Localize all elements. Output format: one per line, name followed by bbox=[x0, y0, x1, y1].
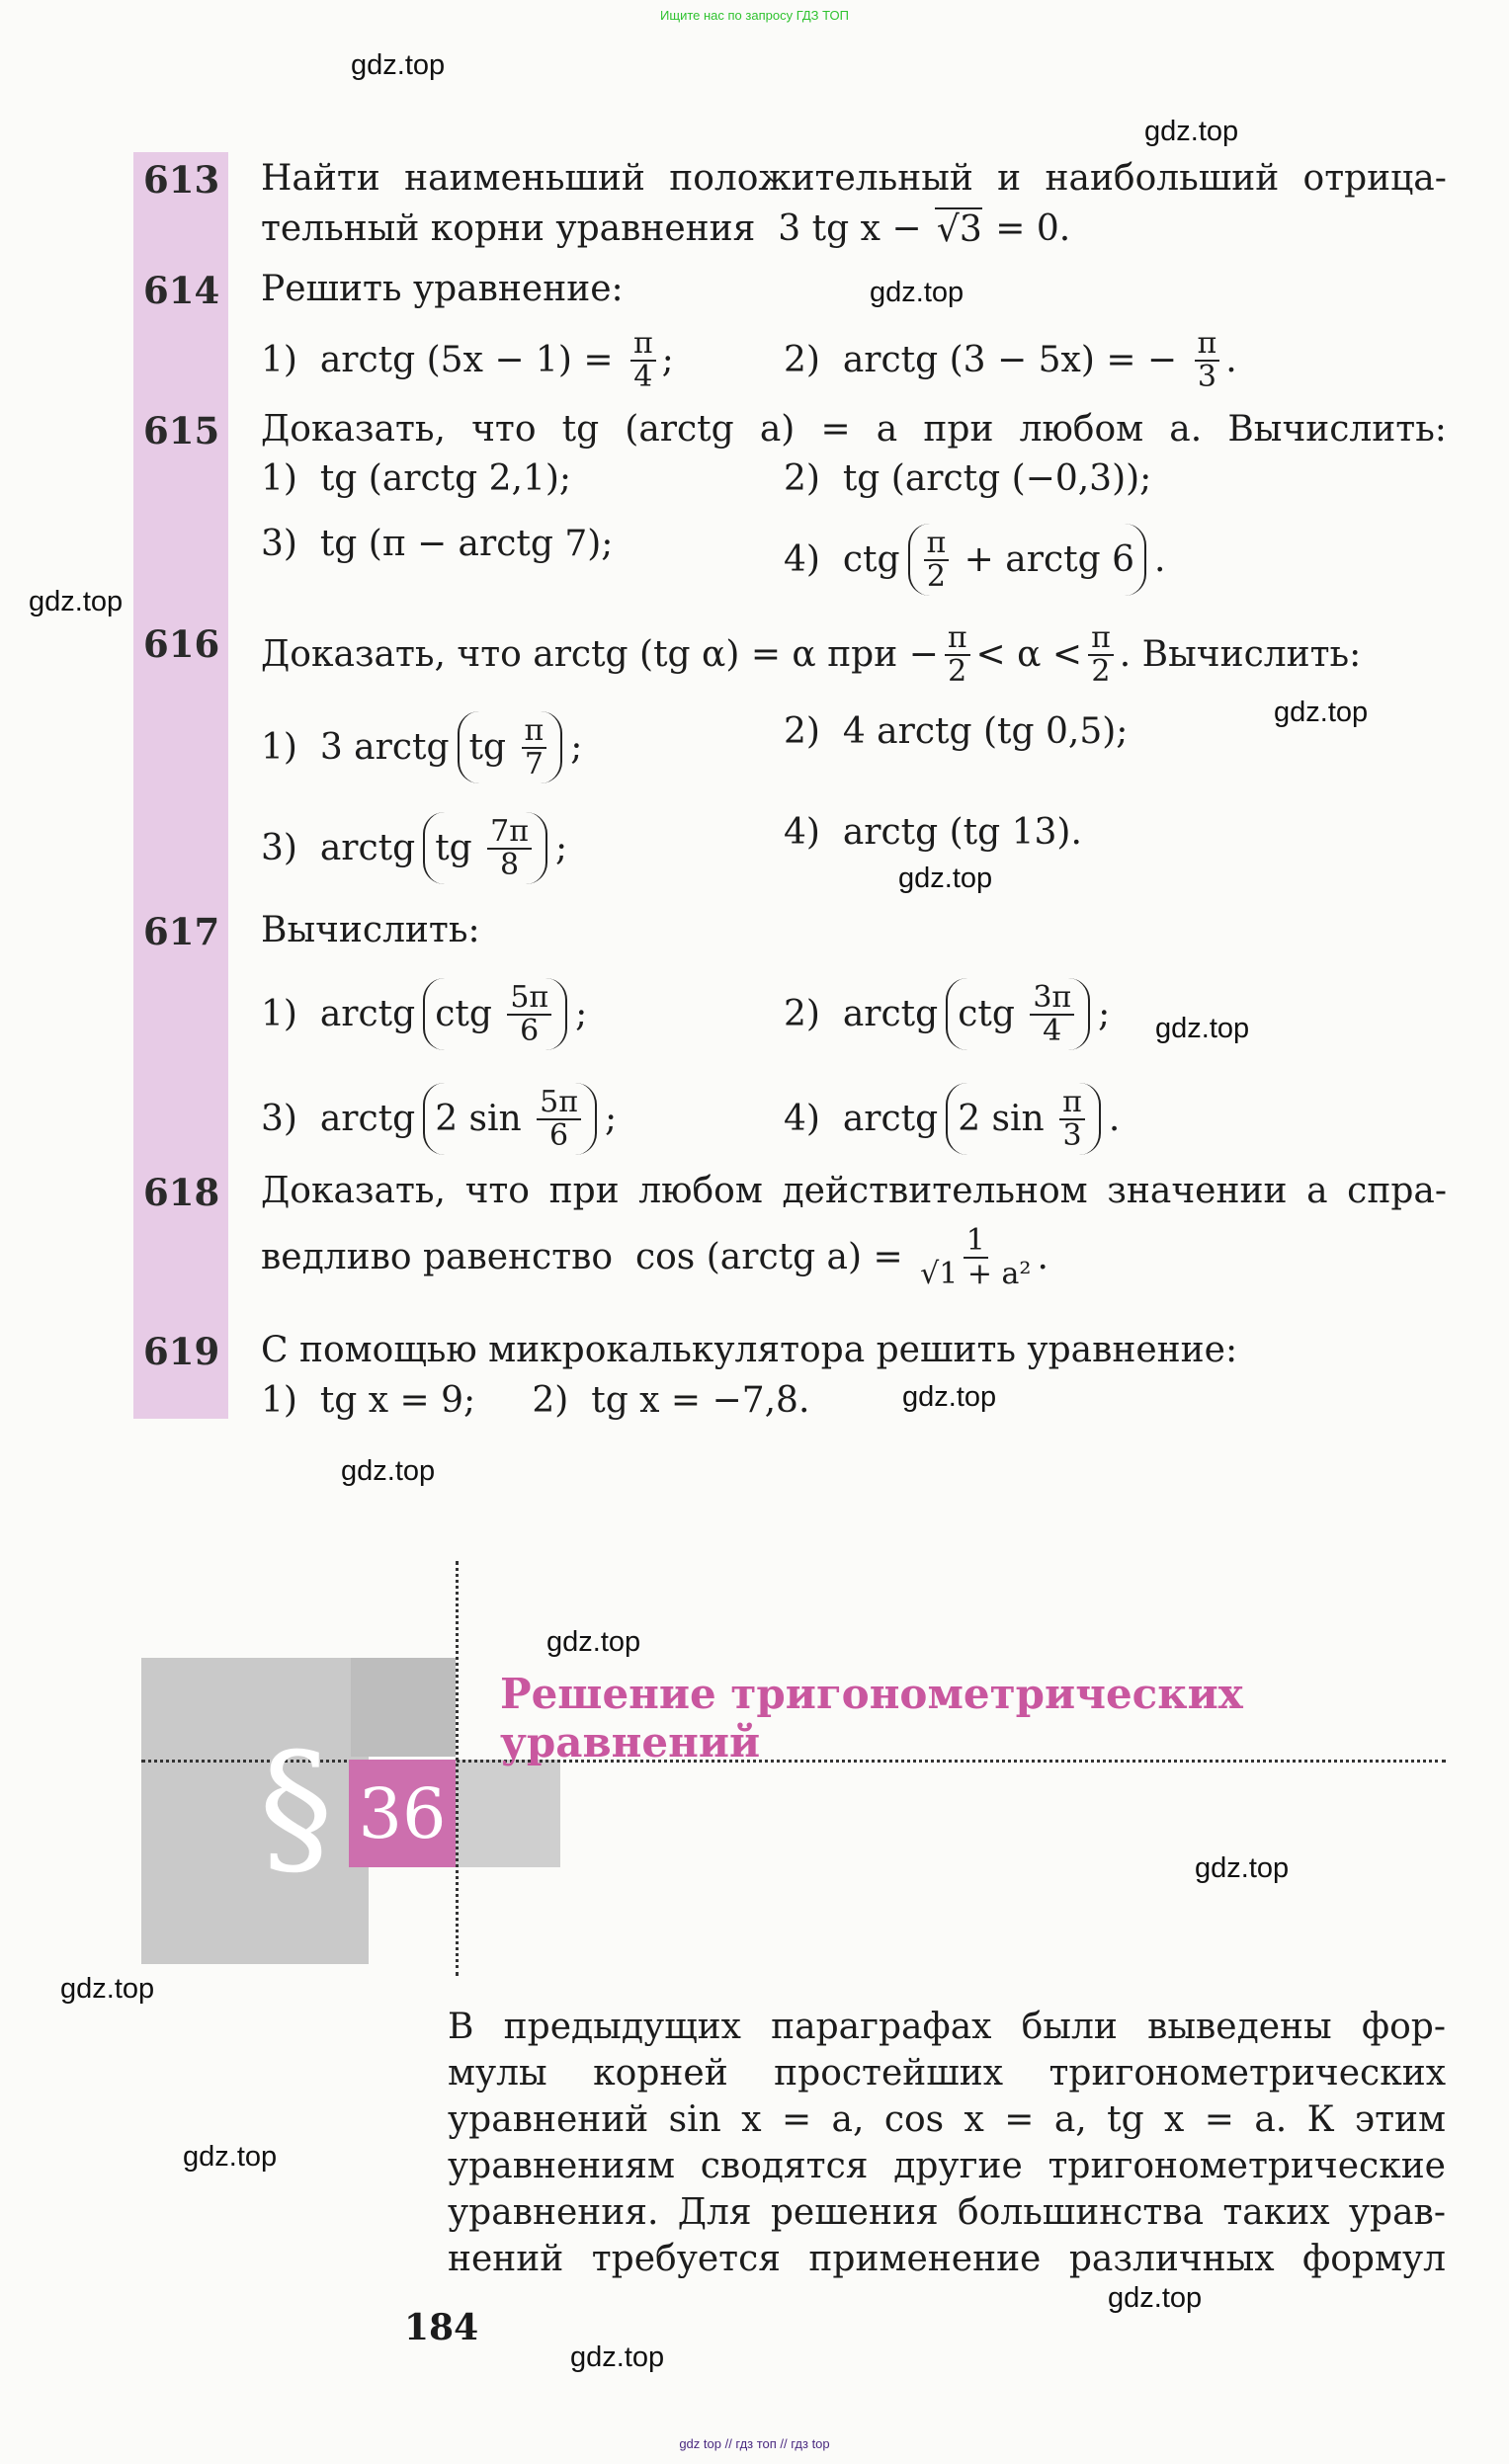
word: a bbox=[1306, 1171, 1328, 1211]
word: a bbox=[876, 409, 898, 450]
numerator: 5π bbox=[507, 982, 551, 1016]
numerator: π bbox=[1059, 1087, 1085, 1120]
fraction bbox=[537, 1087, 581, 1151]
denominator: 7 bbox=[524, 746, 544, 781]
exercise-number: 618 bbox=[143, 1171, 220, 1214]
word: = bbox=[820, 409, 851, 450]
denominator: 8 bbox=[500, 847, 520, 882]
watermark: gdz.top bbox=[546, 1626, 641, 1658]
text-run: 3) arctg bbox=[261, 828, 416, 868]
exercise-line bbox=[261, 1380, 809, 1421]
parenthesized-expression bbox=[908, 524, 1146, 596]
exercise-number: 614 bbox=[143, 269, 220, 312]
section-symbol: § bbox=[259, 1722, 333, 1894]
text-run: ; bbox=[575, 994, 588, 1034]
text-run: . bbox=[1153, 539, 1166, 580]
word: tg bbox=[561, 409, 600, 450]
numerator: π bbox=[522, 715, 547, 749]
text-run: Решить уравнение: bbox=[261, 269, 624, 309]
denominator: 2 bbox=[926, 558, 946, 594]
denominator: 4 bbox=[633, 359, 653, 394]
exercise-line bbox=[261, 328, 674, 392]
exercise-line bbox=[261, 1225, 1048, 1289]
text-run: < α < bbox=[975, 634, 1083, 675]
exercise-line-column2 bbox=[784, 458, 1151, 499]
watermark: gdz.top bbox=[902, 1381, 997, 1413]
exercise-line bbox=[261, 158, 1447, 199]
fraction bbox=[487, 816, 532, 880]
section-number: 36 bbox=[349, 1760, 456, 1867]
watermark: gdz.top bbox=[29, 586, 124, 617]
text-run: = 0. bbox=[983, 208, 1071, 249]
word: отрица- bbox=[1302, 158, 1447, 199]
word: Найти bbox=[261, 158, 380, 199]
section-decor-block bbox=[351, 1658, 456, 1757]
exercise-line bbox=[261, 812, 567, 884]
exercise-line bbox=[261, 1171, 1447, 1211]
text-run: ctg bbox=[435, 994, 504, 1034]
text-run: Доказать, что arctg (tg α) = α при − bbox=[261, 634, 939, 675]
para-line: В предыдущих параграфах были выведены фор- bbox=[448, 2007, 1446, 2047]
word: действительном bbox=[782, 1171, 1088, 1211]
numerator: π bbox=[1195, 328, 1220, 362]
fraction bbox=[1030, 982, 1074, 1046]
parenthesized-expression bbox=[946, 1083, 1101, 1155]
text-run: . Вычислить: bbox=[1119, 634, 1362, 675]
exercise-line bbox=[261, 910, 480, 950]
text-run: tg bbox=[468, 727, 518, 768]
word: наименьший bbox=[404, 158, 645, 199]
text-run: 1) arctg bbox=[261, 994, 416, 1034]
text-run: 4) arctg (tg 13). bbox=[784, 812, 1082, 853]
denominator: 2 bbox=[948, 653, 967, 689]
text-run: ctg bbox=[958, 994, 1027, 1034]
fraction bbox=[945, 622, 970, 687]
watermark: gdz.top bbox=[60, 1973, 155, 2005]
fraction bbox=[1059, 1087, 1085, 1151]
word: при bbox=[548, 1171, 620, 1211]
fraction bbox=[924, 528, 950, 592]
text-run: 1) tg (arctg 2,1); bbox=[261, 458, 572, 499]
word: и bbox=[997, 158, 1022, 199]
numerator: 1 bbox=[964, 1225, 988, 1259]
exercise-line bbox=[261, 409, 1447, 450]
text-run: tg bbox=[435, 828, 484, 868]
exercise-number: 613 bbox=[143, 158, 220, 202]
parenthesized-expression bbox=[423, 812, 547, 884]
exercise-margin-bar bbox=[133, 152, 228, 1419]
exercise-line bbox=[261, 622, 1361, 687]
text-run: 1) 3 arctg bbox=[261, 727, 450, 768]
word: значении bbox=[1107, 1171, 1288, 1211]
word: Доказать, bbox=[261, 409, 446, 450]
text-run: . bbox=[1108, 1099, 1121, 1139]
exercise-number: 615 bbox=[143, 409, 220, 452]
para-line: уравнений sin x = a, cos x = a, tg x = a. К этим bbox=[448, 2099, 1446, 2140]
numerator: π bbox=[924, 528, 950, 561]
text-run: Вычислить: bbox=[261, 910, 480, 950]
watermark: gdz.top bbox=[1155, 1013, 1250, 1044]
text-run: 2) tg (arctg (−0,3)); bbox=[784, 458, 1152, 499]
exercise-line bbox=[261, 524, 613, 564]
text-run: 4) ctg bbox=[784, 539, 900, 580]
fraction bbox=[522, 715, 547, 780]
sqrt-expression: √ 3 bbox=[935, 207, 982, 250]
word: положительный bbox=[669, 158, 973, 199]
fraction bbox=[630, 328, 656, 392]
denominator: 3 bbox=[1062, 1117, 1082, 1153]
dotted-rule bbox=[456, 1561, 459, 1976]
fraction bbox=[920, 1225, 1031, 1289]
denominator: 6 bbox=[549, 1117, 569, 1153]
parenthesized-expression bbox=[423, 978, 567, 1050]
text-run: ведливо равенство cos (arctg a) = bbox=[261, 1237, 915, 1277]
exercise-line bbox=[261, 458, 571, 499]
exercise-line bbox=[261, 1330, 1237, 1370]
word: спра- bbox=[1347, 1171, 1447, 1211]
text-run: 1) tg x = 9; 2) tg x = −7,8. bbox=[261, 1380, 810, 1421]
fraction bbox=[1088, 622, 1114, 687]
exercise-line bbox=[261, 978, 587, 1050]
word: наибольший bbox=[1045, 158, 1280, 199]
parenthesized-expression bbox=[458, 711, 563, 783]
fraction bbox=[1195, 328, 1220, 392]
numerator: π bbox=[945, 622, 970, 656]
watermark: gdz.top bbox=[898, 862, 993, 894]
watermark: gdz.top bbox=[870, 277, 964, 308]
text-run: ; bbox=[554, 828, 568, 868]
word: любом bbox=[638, 1171, 763, 1211]
numerator: 5π bbox=[537, 1087, 581, 1120]
text-run: 2) arctg (3 − 5x) = − bbox=[784, 340, 1189, 380]
word: (arctg bbox=[625, 409, 734, 450]
text-run: + arctg 6 bbox=[953, 539, 1134, 580]
exercise-line bbox=[261, 207, 1070, 250]
numerator: π bbox=[1088, 622, 1114, 656]
denominator: 4 bbox=[1043, 1013, 1062, 1048]
para-line: мулы корней простейших тригонометрических bbox=[448, 2053, 1446, 2094]
numerator: 3π bbox=[1030, 982, 1074, 1016]
exercise-number: 617 bbox=[143, 910, 220, 953]
exercise-number: 616 bbox=[143, 622, 220, 666]
section-title: Решение тригонометрических уравнений bbox=[500, 1670, 1243, 1766]
top-banner: Ищите нас по запросу ГДЗ ТОП bbox=[660, 8, 849, 23]
watermark: gdz.top bbox=[570, 2341, 665, 2373]
denominator: 2 bbox=[1091, 653, 1111, 689]
section-intro-paragraph bbox=[448, 2004, 1446, 2282]
denominator: 3 bbox=[1197, 359, 1216, 394]
text-run: 2) 4 arctg (tg 0,5); bbox=[784, 711, 1129, 752]
denominator: √1 + a² bbox=[920, 1256, 1032, 1291]
text-run: С помощью микрокалькулятора решить уравнение: bbox=[261, 1330, 1238, 1370]
text-run: 2 sin bbox=[435, 1099, 534, 1139]
para-line: уравнениям сводятся другие тригонометрические bbox=[448, 2146, 1446, 2186]
word: Доказать, bbox=[261, 1171, 446, 1211]
word: при bbox=[923, 409, 994, 450]
fraction bbox=[507, 982, 551, 1046]
parenthesized-expression bbox=[423, 1083, 597, 1155]
numerator: π bbox=[630, 328, 656, 362]
exercise-line bbox=[261, 269, 624, 309]
text-run: 1) arctg (5x − 1) = bbox=[261, 340, 625, 380]
watermark: gdz.top bbox=[1144, 116, 1239, 147]
watermark: gdz.top bbox=[183, 2141, 278, 2173]
text-run: . bbox=[1225, 340, 1237, 380]
exercise-line-column2 bbox=[784, 328, 1237, 392]
section-decor-block bbox=[456, 1760, 560, 1867]
text-run: . bbox=[1037, 1237, 1048, 1277]
word: любом bbox=[1019, 409, 1144, 450]
exercise-line-column2 bbox=[784, 524, 1165, 596]
text-run: ; bbox=[604, 1099, 618, 1139]
watermark: gdz.top bbox=[1195, 1852, 1290, 1884]
word: что bbox=[464, 1171, 530, 1211]
text-run: 3) arctg bbox=[261, 1099, 416, 1139]
section-decor-block bbox=[141, 1658, 369, 1964]
page-number: 184 bbox=[404, 2307, 479, 2348]
watermark: gdz.top bbox=[1274, 697, 1369, 728]
word: a) bbox=[759, 409, 796, 450]
text-run: 2) arctg bbox=[784, 994, 939, 1034]
parenthesized-expression bbox=[946, 978, 1090, 1050]
exercise-line bbox=[261, 1083, 617, 1155]
text-run: 3) tg (π − arctg 7); bbox=[261, 524, 614, 564]
text-run: тельный корни уравнения 3 tg x − bbox=[261, 208, 933, 249]
text-run: ; bbox=[570, 727, 583, 768]
exercise-number: 619 bbox=[143, 1330, 220, 1373]
numerator: 7π bbox=[487, 816, 532, 850]
word: a. bbox=[1169, 409, 1203, 450]
word: что bbox=[471, 409, 537, 450]
text-run: 2 sin bbox=[958, 1099, 1056, 1139]
text-run: 4) arctg bbox=[784, 1099, 939, 1139]
bottom-banner: gdz top // гдз топ // гдз top bbox=[679, 2436, 830, 2451]
exercise-line bbox=[261, 711, 582, 783]
exercise-line-column2 bbox=[784, 1083, 1120, 1155]
text-run: ; bbox=[661, 340, 674, 380]
watermark: gdz.top bbox=[351, 49, 446, 81]
exercise-line-column2 bbox=[784, 711, 1128, 752]
exercise-line-column2 bbox=[784, 812, 1082, 853]
para-line: уравнения. Для решения большинства таких урав- bbox=[448, 2192, 1446, 2233]
text-run: ; bbox=[1098, 994, 1111, 1034]
word: Вычислить: bbox=[1227, 409, 1447, 450]
exercise-line-column2 bbox=[784, 978, 1110, 1050]
denominator: 6 bbox=[520, 1013, 540, 1048]
watermark: gdz.top bbox=[341, 1455, 436, 1487]
watermark: gdz.top bbox=[1108, 2282, 1203, 2314]
para-line: нений требуется применение различных формул bbox=[448, 2239, 1446, 2279]
